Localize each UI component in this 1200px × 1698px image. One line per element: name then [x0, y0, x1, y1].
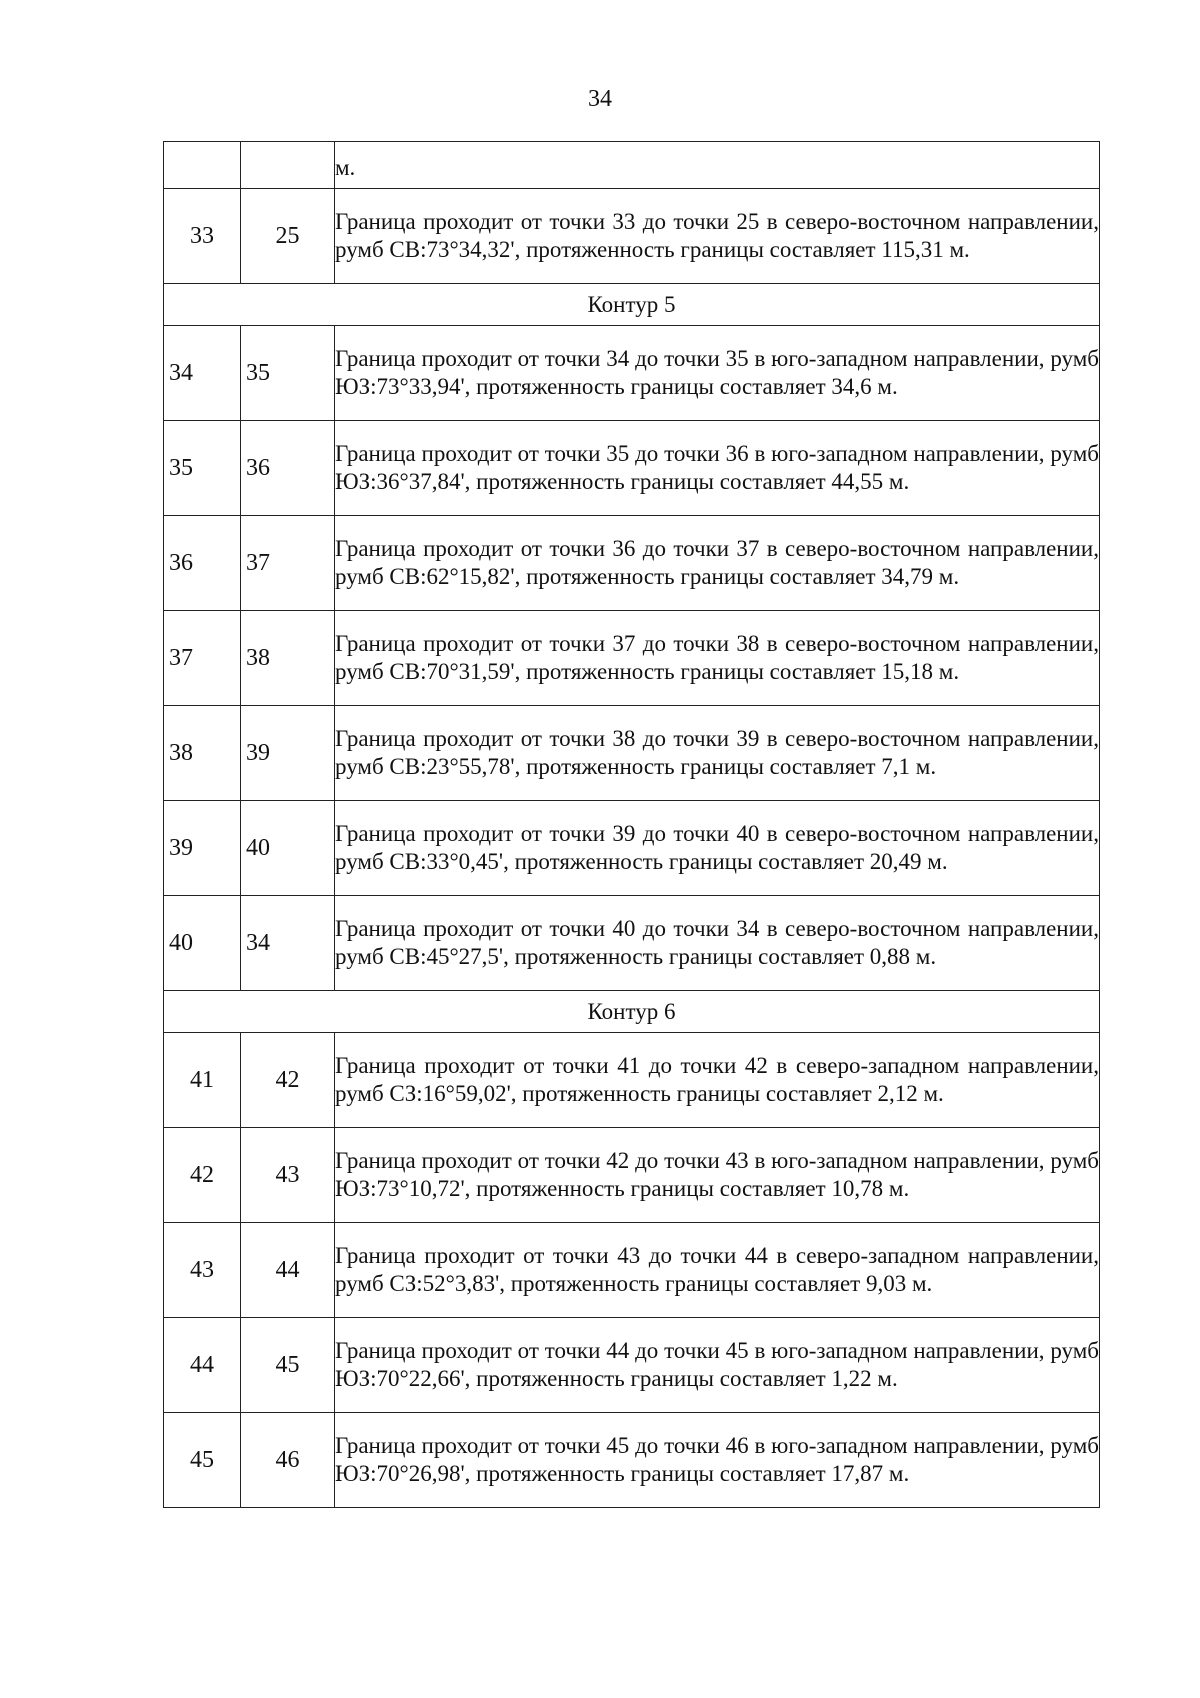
point-from-cell: 45 [164, 1413, 241, 1508]
point-to-cell: 45 [241, 1318, 335, 1413]
point-to-cell: 25 [241, 189, 335, 284]
point-to-cell: 44 [241, 1223, 335, 1318]
point-from-cell: 34 [164, 326, 241, 421]
point-from-cell: 35 [164, 421, 241, 516]
boundary-segment-row [164, 1413, 1100, 1508]
boundary-segment-row [164, 801, 1100, 896]
boundary-description: Граница проходит от точки 41 до точки 42 в северо-западном направлении, румб СЗ:16°59,02', протяженность границы составляет 2,12 м. [335, 1033, 1100, 1128]
point-to-cell: 40 [241, 801, 335, 896]
point-from-cell: 37 [164, 611, 241, 706]
boundary-segment-row [164, 326, 1100, 421]
point-from-cell: 40 [164, 896, 241, 991]
page-number: 34 [588, 86, 612, 112]
boundary-description: Граница проходит от точки 42 до точки 43 в юго-западном направлении, румб ЮЗ:73°10,72', протяженность границы составляет 10,78 м. [335, 1128, 1100, 1223]
contour-header-row [164, 991, 1100, 1033]
boundary-table [163, 141, 1100, 1508]
point-to-cell: 37 [241, 516, 335, 611]
point-to-cell: 35 [241, 326, 335, 421]
contour-header-row [164, 284, 1100, 326]
boundary-table-body [164, 142, 1100, 1508]
boundary-description: Граница проходит от точки 40 до точки 34 в северо-восточном направлении, румб СВ:45°27,5', протяженность границы составляет 0,88 м. [335, 896, 1100, 991]
boundary-description: Граница проходит от точки 37 до точки 38 в северо-восточном направлении, румб СВ:70°31,59', протяженность границы составляет 15,18 м. [335, 611, 1100, 706]
boundary-segment-row [164, 1223, 1100, 1318]
boundary-segment-row [164, 421, 1100, 516]
continuation-row [164, 142, 1100, 189]
contour-label: Контур 6 [164, 991, 1100, 1033]
boundary-segment-row [164, 1033, 1100, 1128]
boundary-description: м. [335, 142, 1100, 189]
point-to-cell: 36 [241, 421, 335, 516]
point-to-cell: 39 [241, 706, 335, 801]
boundary-segment-row [164, 516, 1100, 611]
point-from-cell: 39 [164, 801, 241, 896]
boundary-segment-row [164, 189, 1100, 284]
boundary-description: Граница проходит от точки 38 до точки 39 в северо-восточном направлении, румб СВ:23°55,78', протяженность границы составляет 7,1 м. [335, 706, 1100, 801]
boundary-segment-row [164, 706, 1100, 801]
point-from-cell: 43 [164, 1223, 241, 1318]
point-to-cell: 42 [241, 1033, 335, 1128]
point-to-cell: 46 [241, 1413, 335, 1508]
point-to-cell: 43 [241, 1128, 335, 1223]
boundary-description: Граница проходит от точки 35 до точки 36 в юго-западном направлении, румб ЮЗ:36°37,84', протяженность границы составляет 44,55 м. [335, 421, 1100, 516]
point-from-cell: 42 [164, 1128, 241, 1223]
boundary-description: Граница проходит от точки 45 до точки 46 в юго-западном направлении, румб ЮЗ:70°26,98', протяженность границы составляет 17,87 м. [335, 1413, 1100, 1508]
boundary-description: Граница проходит от точки 34 до точки 35 в юго-западном направлении, румб ЮЗ:73°33,94', протяженность границы составляет 34,6 м. [335, 326, 1100, 421]
point-to-cell: 34 [241, 896, 335, 991]
boundary-segment-row [164, 896, 1100, 991]
contour-label: Контур 5 [164, 284, 1100, 326]
point-from-cell [164, 142, 241, 189]
point-from-cell: 41 [164, 1033, 241, 1128]
boundary-description: Граница проходит от точки 39 до точки 40 в северо-восточном направлении, румб СВ:33°0,45', протяженность границы составляет 20,49 м. [335, 801, 1100, 896]
boundary-segment-row [164, 1128, 1100, 1223]
boundary-description: Граница проходит от точки 33 до точки 25 в северо-восточном направлении, румб СВ:73°34,32', протяженность границы составляет 115,31 м. [335, 189, 1100, 284]
point-from-cell: 33 [164, 189, 241, 284]
boundary-description: Граница проходит от точки 43 до точки 44 в северо-западном направлении, румб СЗ:52°3,83', протяженность границы составляет 9,03 м. [335, 1223, 1100, 1318]
boundary-segment-row [164, 611, 1100, 706]
point-from-cell: 44 [164, 1318, 241, 1413]
boundary-segment-row [164, 1318, 1100, 1413]
boundary-description: Граница проходит от точки 44 до точки 45 в юго-западном направлении, румб ЮЗ:70°22,66', протяженность границы составляет 1,22 м. [335, 1318, 1100, 1413]
point-from-cell: 38 [164, 706, 241, 801]
point-to-cell: 38 [241, 611, 335, 706]
point-to-cell [241, 142, 335, 189]
boundary-description: Граница проходит от точки 36 до точки 37 в северо-восточном направлении, румб СВ:62°15,82', протяженность границы составляет 34,79 м. [335, 516, 1100, 611]
point-from-cell: 36 [164, 516, 241, 611]
